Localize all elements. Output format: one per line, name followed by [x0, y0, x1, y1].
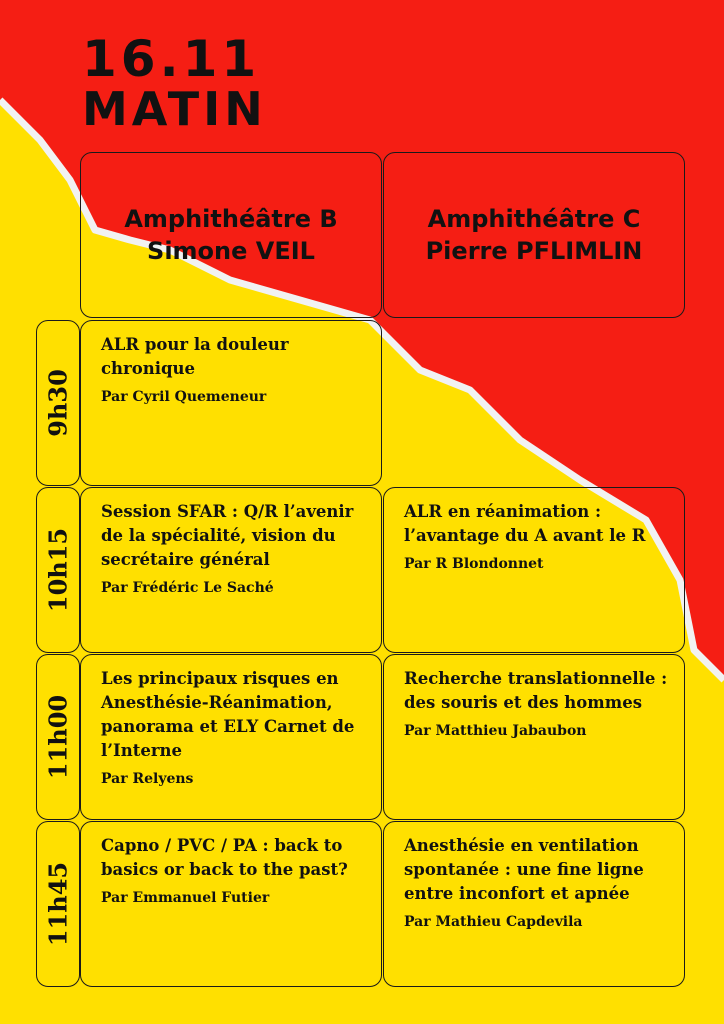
session-speaker: Par Mathieu Capdevila	[404, 914, 583, 930]
session-1145-amphi-c	[383, 821, 685, 987]
session-1145-amphi-b	[80, 821, 382, 987]
session-speaker: Par R Blondonnet	[404, 556, 544, 572]
session-title: Recherche translationnelle : des souris et des hommes	[404, 669, 668, 712]
session-title: ALR pour la douleur chronique	[101, 335, 289, 378]
time-label: 11h45	[43, 861, 73, 947]
date-heading: 16.11	[82, 30, 261, 88]
session-speaker: Par Relyens	[101, 771, 194, 787]
time-slot-1145	[36, 821, 80, 987]
time-label: 11h00	[43, 694, 73, 780]
time-label: 9h30	[43, 369, 73, 437]
room-c-person: Pierre PFLIMLIN	[425, 237, 643, 265]
session-speaker: Par Matthieu Jabaubon	[404, 723, 587, 739]
room-header-b	[80, 152, 382, 318]
room-header-c	[383, 152, 685, 318]
room-b-person: Simone VEIL	[147, 237, 315, 265]
room-c-name: Amphithéâtre C	[427, 205, 641, 233]
session-930-amphi-b	[80, 320, 382, 486]
session-title: Anesthésie en ventilation spontanée : une fine ligne entre inconfort et apnée	[404, 836, 644, 903]
time-slot-930	[36, 320, 80, 486]
session-title: Les principaux risques en Anesthésie-Réanimation, panorama et ELY Carnet de l’Interne	[101, 669, 355, 760]
session-1015-amphi-c	[383, 487, 685, 653]
session-1100-amphi-b	[80, 654, 382, 820]
session-title: ALR en réanimation : l’avantage du A avant le R	[404, 502, 646, 545]
time-slot-1015	[36, 487, 80, 653]
period-heading: MATIN	[82, 82, 267, 136]
session-1100-amphi-c	[383, 654, 685, 820]
session-speaker: Par Frédéric Le Saché	[101, 580, 274, 596]
session-title: Capno / PVC / PA : back to basics or back to the past?	[101, 836, 348, 879]
session-speaker: Par Emmanuel Futier	[101, 890, 270, 906]
time-slot-1100	[36, 654, 80, 820]
session-speaker: Par Cyril Quemeneur	[101, 389, 267, 405]
session-1015-amphi-b	[80, 487, 382, 653]
time-label: 10h15	[43, 527, 73, 613]
room-b-name: Amphithéâtre B	[124, 205, 338, 233]
session-title: Session SFAR : Q/R l’avenir de la spécialité, vision du secrétaire général	[101, 502, 354, 569]
